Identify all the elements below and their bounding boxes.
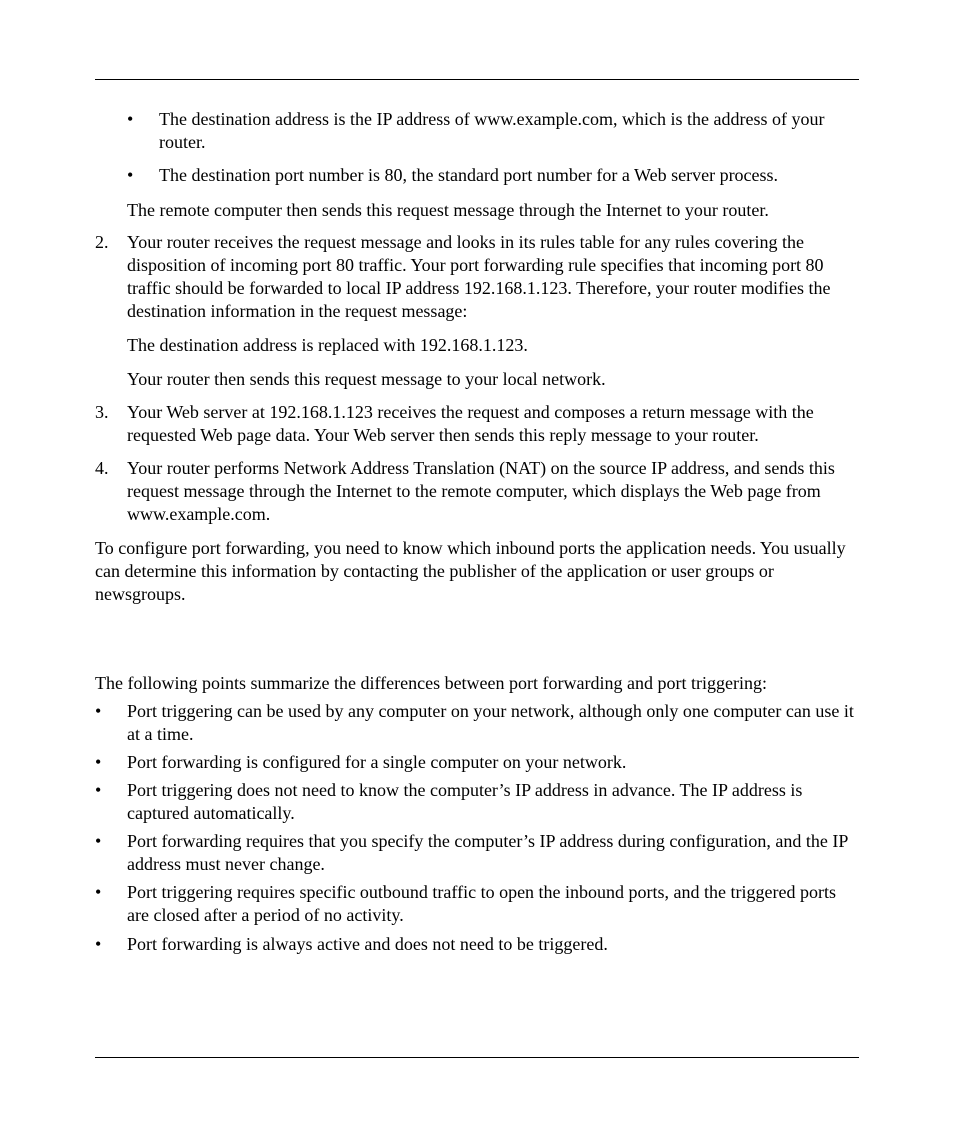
configure-paragraph: To configure port forwarding, you need to know which inbound ports the application needs. You usually can determine this information by contacting the publisher of the application or user groups or newsgroups. [95,538,846,604]
difference-item: Port forwarding is configured for a single computer on your network. [127,752,627,772]
bullet-glyph: • [127,109,134,129]
difference-item: Port forwarding requires that you specify the computer’s IP address during configuration, and the IP address must never change. [127,831,848,874]
step-2-followup-sends: Your router then sends this request message to your local network. [127,369,606,389]
bullet-glyph: • [127,165,134,185]
difference-item: Port triggering does not need to know the computer’s IP address in advance. The IP address is captured automatically. [127,780,803,823]
differences-intro: The following points summarize the differences between port forwarding and port triggering: [95,673,767,693]
bullet-glyph: • [95,752,102,772]
footer-rule [95,1057,859,1058]
bullet-glyph: • [95,882,102,902]
step-2-text: Your router receives the request message and looks in its rules table for any rules covering the disposition of incoming port 80 traffic. Your port forwarding rule specifies that incoming port 80 traffic should be forwarded to local IP address 192.168.1.123. Therefore, your router modifies the destination information in the request message: [127,232,831,321]
step-4-text: Your router performs Network Address Translation (NAT) on the source IP address, and sends this request message through the Internet to the remote computer, which displays the Web page from www.example.com. [127,458,835,524]
bullet-glyph: • [95,780,102,800]
sub-bullet-destination-port: The destination port number is 80, the standard port number for a Web server process. [159,165,779,185]
bullet-glyph: • [95,831,102,851]
bullet-glyph: • [95,701,102,721]
difference-item: Port triggering requires specific outbound traffic to open the inbound ports, and the triggered ports are closed after a period of no activity. [127,882,836,925]
step1-followup: The remote computer then sends this request message through the Internet to your router. [127,200,769,220]
difference-item: Port triggering can be used by any computer on your network, although only one computer can use it at a time. [127,701,854,744]
bullet-glyph: • [95,934,102,954]
step-number: 2. [95,232,109,252]
step-3-text: Your Web server at 192.168.1.123 receives the request and composes a return message with the requested Web page data. Your Web server then sends this reply message to your router. [127,402,814,445]
difference-item: Port forwarding is always active and does not need to be triggered. [127,934,608,954]
step-2-followup-replaced: The destination address is replaced with 192.168.1.123. [127,335,528,355]
sub-bullet-destination-address: The destination address is the IP address of www.example.com, which is the address of your router. [159,109,825,152]
step-number: 3. [95,402,109,422]
step-number: 4. [95,458,109,478]
header-rule [95,79,859,80]
